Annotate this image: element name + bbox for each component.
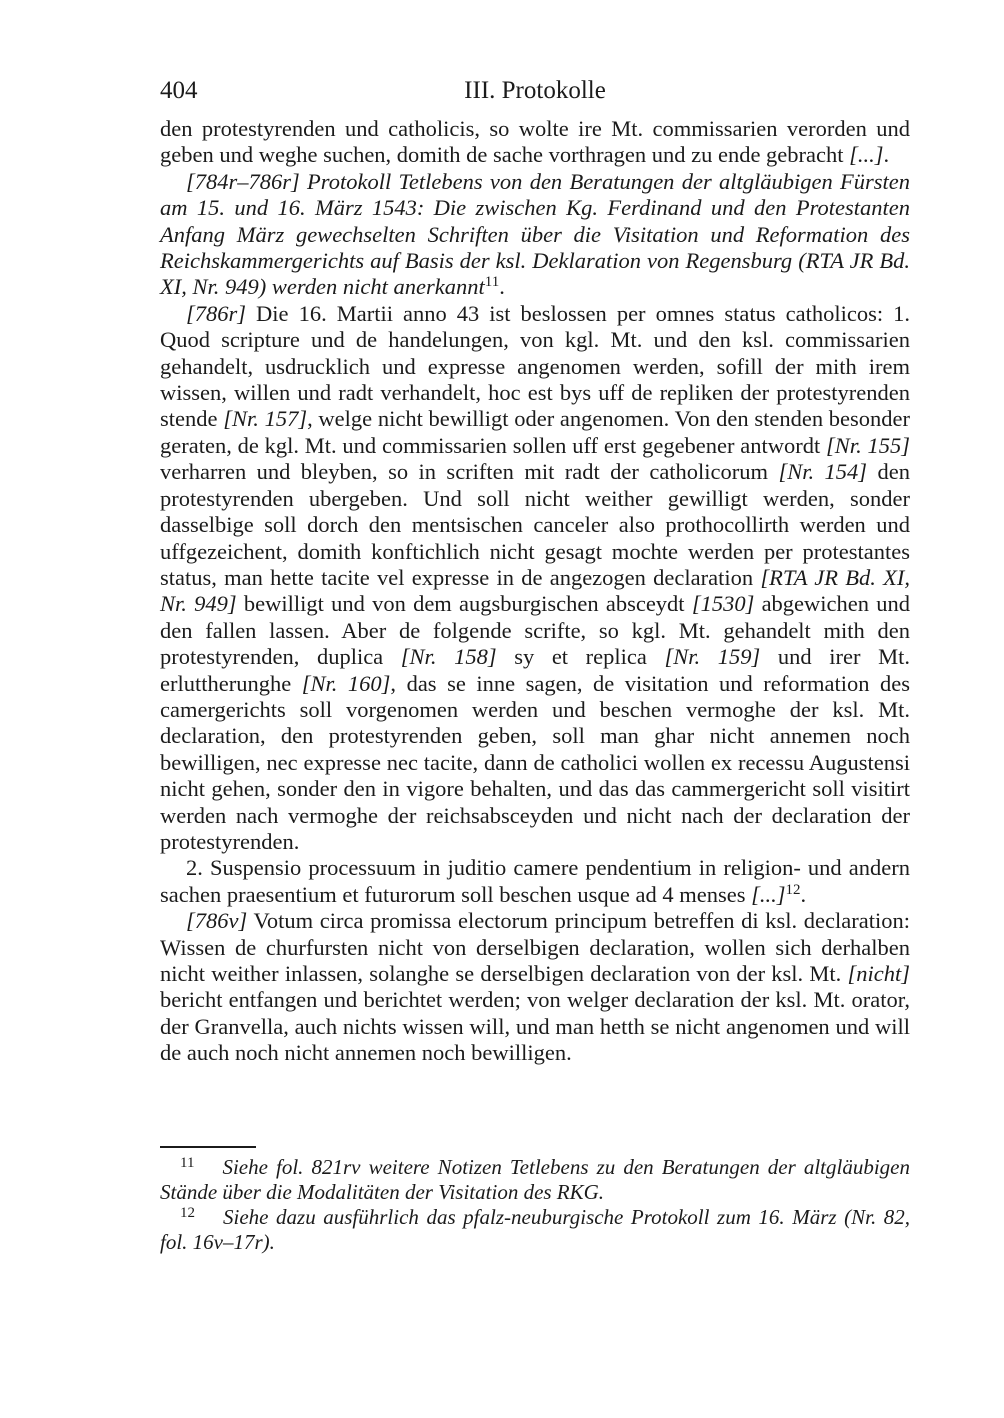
- paragraph: 2. Suspensio processuum in juditio camere pendentium in religion- und andern sachen praesentium et futurorum soll beschen usque ad 4 menses [...]$^{12}$.: [160, 855, 910, 907]
- paragraph: den protestyrenden und catholicis, so wolte ire Mt. commissarien verorden und geben und weghe suchen, domith de sache vorthragen und zu ende gebracht [...].: [160, 116, 910, 168]
- footnote: [160, 1155, 910, 1205]
- footnote-number: 11: [180, 1155, 195, 1171]
- footnote-reference: 12: [785, 881, 801, 898]
- footnote-list: [160, 1155, 910, 1255]
- footnote-separator-rule: [160, 1146, 256, 1148]
- footnote: [160, 1205, 910, 1255]
- main-text-block: [160, 116, 910, 1067]
- paragraph: [786v] Votum circa promissa electorum principum betreffen di ksl. declaration: Wissen de churfursten nicht von derselbigen declaration, wollen sich derhalben nicht weither inlassen, solanghe se derselbigen declaration von der ksl. Mt. [nicht] bericht entfangen und berichtet werden; von welger declaration der ksl. Mt. orator, der Granvella, auch nichts wissen will, und man hetth se nicht angenomen und will de auch noch nicht annemen noch bewilligen.: [160, 908, 910, 1066]
- footnote-text: Siehe dazu ausführlich das pfalz-neuburgische Protokoll zum 16. März (Nr. 82, fol. 16v–17r).: [160, 1205, 910, 1254]
- running-head: [160, 76, 910, 106]
- paragraph: [784r–786r] Protokoll Tetlebens von den Beratungen der altgläubigen Fürsten am 15. und 16. März 1543: Die zwischen Kg. Ferdinand und den Protestanten Anfang März gewechselten Schriften über die Visitation und Reformation des Reichskammergerichts auf Basis der ksl. Deklaration von Regensburg (RTA JR Bd. XI, Nr. 949) werden nicht anerkannt$^{11}$.: [160, 168, 910, 300]
- running-header-title: III. Protokolle: [464, 77, 606, 104]
- footnote-text: Siehe fol. 821rv weitere Notizen Tetlebens zu den Beratungen der altgläubigen Stände über die Modalitäten der Visitation des RKG.: [160, 1155, 910, 1204]
- footnote-number: 12: [180, 1205, 195, 1221]
- page-number: 404: [160, 77, 198, 104]
- footnote-reference: 11: [484, 274, 500, 291]
- paragraph: [786r] Die 16. Martii anno 43 ist beslossen per omnes status catholicos: 1. Quod scripture und de handelungen, von kgl. Mt. und den ksl. commissarien gehandelt, usdrucklich und expresse angenomen werden, sofill der mith irem wissen, willen und radt verhandelt, hoc est bys uff de repliken der protestyrenden stende [Nr. 157], welge nicht bewilligt oder angenomen. Von den stenden besonder geraten, de kgl. Mt. und commissarien sollen uff erst gegebener antwordt [Nr. 155] verharren und bleyben, so in scriften mit radt der catholicorum [Nr. 154] den protestyrenden ubergeben. Und soll nicht weither gewilligt werden, sonder dasselbige soll dorch den mentsischen canceler also prothocollirth werden und uffgezeichent, domith konftichlich nicht gesagt mochte werden per protestantes status, man hette tacite vel expresse in de angezogen declaration [RTA JR Bd. XI, Nr. 949] bewilligt und von dem augsburgischen absceydt [1530] abgewichen und den fallen lassen. Aber de folgende scrifte, so kgl. Mt. gehandelt mith den protestyrenden, duplica [Nr. 158] sy et replica [Nr. 159] und irer Mt. erluttherunghe [Nr. 160], das se inne sagen, de visitation und reformation des camergerichts soll vorgenomen werden und beschen vermoghe der ksl. Mt. declaration, den protestyrenden geben, soll man ghar nicht annemen noch bewilligen, nec expresse nec tacite, dann de catholici wollen ex recessu Augustensi nicht gehen, sonder den in vigore behalten, und das das cammergericht soll visitirt werden nach vermoghe der reichsabsceyden und nicht nach der declaration der protestyrenden.: [160, 300, 910, 854]
- footnote-block: [160, 1146, 910, 1255]
